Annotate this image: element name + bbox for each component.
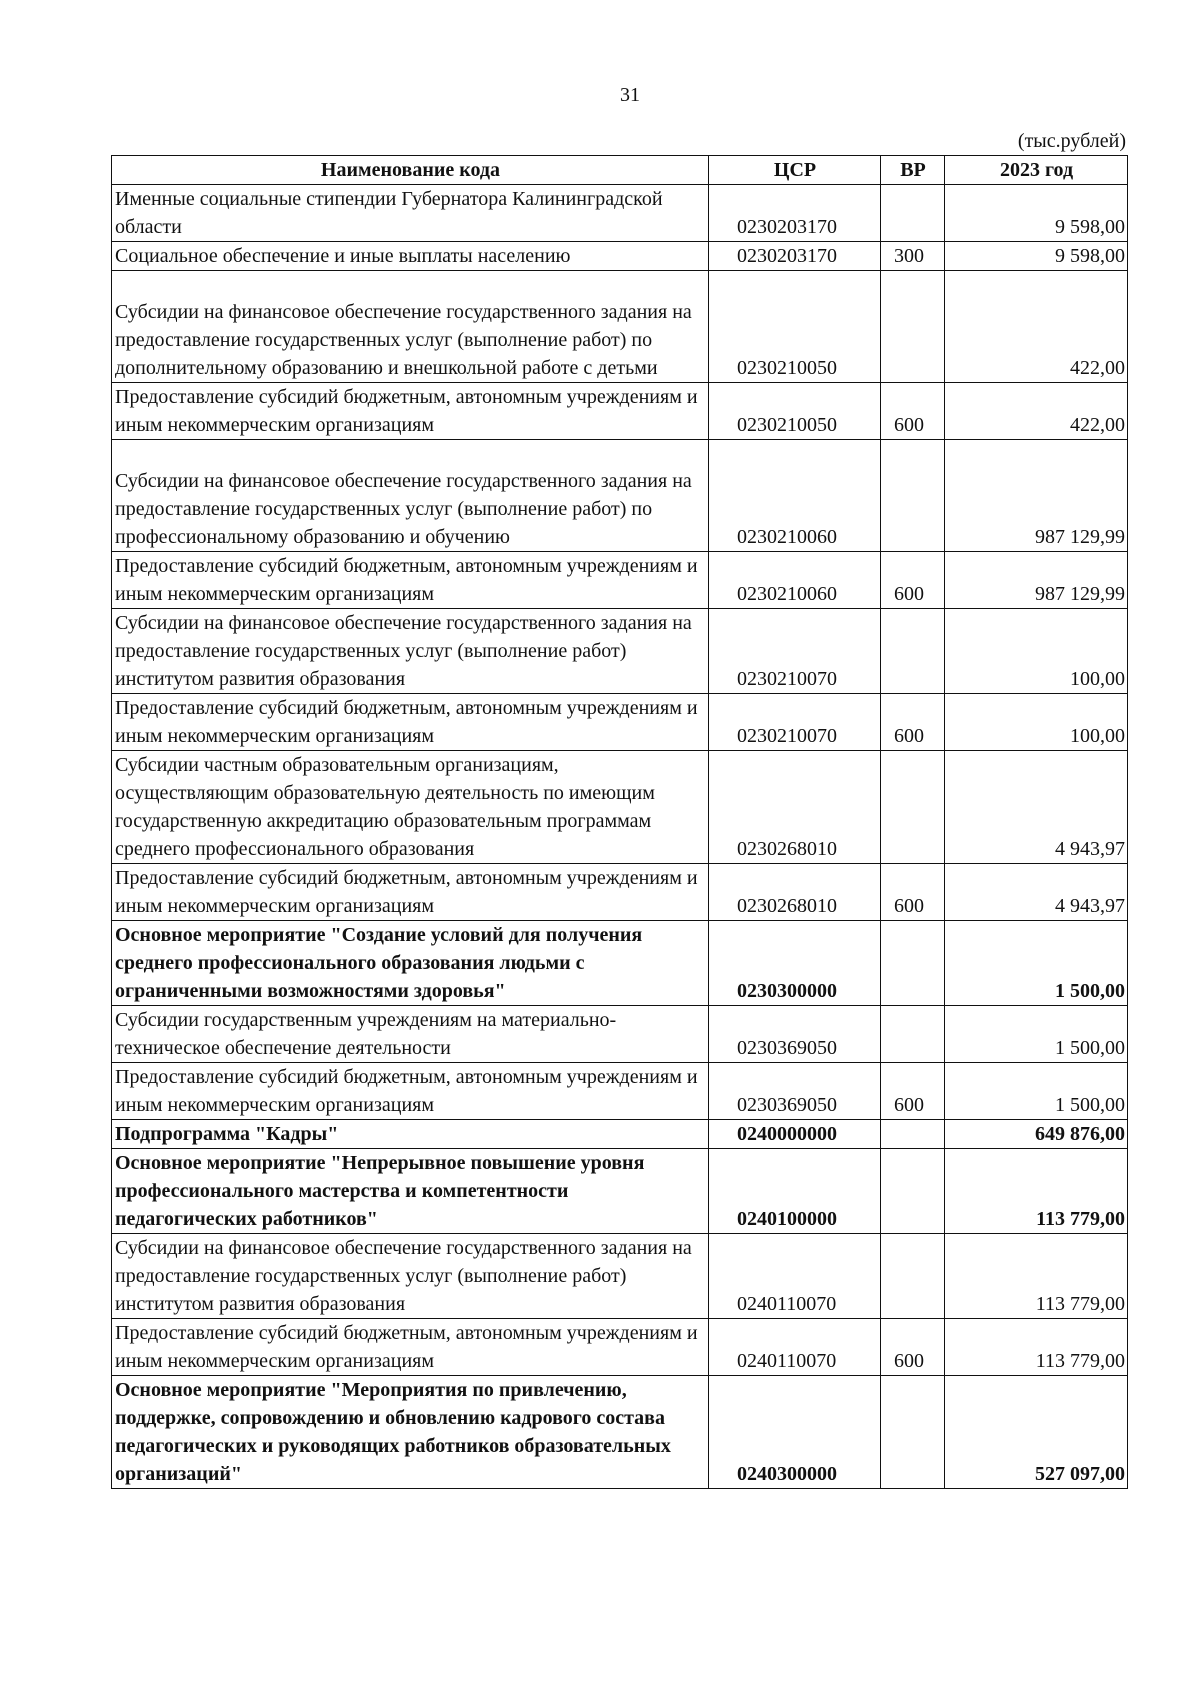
- row-csr-cell: 0230268010: [709, 751, 881, 864]
- row-name-cell: Субсидии на финансовое обеспечение государственного задания на предоставление государственных услуг (выполнение работ) по дополнительному образованию и внешкольной работе с детьми: [112, 271, 709, 383]
- row-vr-cell: 300: [881, 242, 945, 271]
- row-csr-cell: 0240110070: [709, 1319, 881, 1376]
- row-amount-cell: 113 779,00: [945, 1149, 1128, 1234]
- table-row: [112, 751, 1128, 864]
- row-csr-cell: 0230210060: [709, 440, 881, 552]
- row-name-cell: Субсидии государственным учреждениям на материально-техническое обеспечение деятельности: [112, 1006, 709, 1063]
- row-amount-cell: 987 129,99: [945, 440, 1128, 552]
- row-amount-cell: 1 500,00: [945, 1006, 1128, 1063]
- table-row: [112, 1234, 1128, 1319]
- row-name-cell: Субсидии на финансовое обеспечение государственного задания на предоставление государственных услуг (выполнение работ) институтом развития образования: [112, 1234, 709, 1319]
- row-vr-cell: [881, 1120, 945, 1149]
- budget-table: [111, 155, 1128, 1489]
- row-name-cell: Предоставление субсидий бюджетным, автономным учреждениям и иным некоммерческим организациям: [112, 383, 709, 440]
- row-csr-cell: 0240300000: [709, 1376, 881, 1489]
- row-vr-cell: 600: [881, 552, 945, 609]
- row-csr-cell: 0230369050: [709, 1006, 881, 1063]
- header-year: 2023 год: [945, 156, 1128, 185]
- row-vr-cell: 600: [881, 864, 945, 921]
- row-vr-cell: 600: [881, 1063, 945, 1120]
- row-amount-cell: 527 097,00: [945, 1376, 1128, 1489]
- row-csr-cell: 0230210050: [709, 383, 881, 440]
- row-vr-cell: [881, 1234, 945, 1319]
- table-row: [112, 1063, 1128, 1120]
- table-row: [112, 242, 1128, 271]
- row-amount-cell: 100,00: [945, 609, 1128, 694]
- row-amount-cell: 422,00: [945, 383, 1128, 440]
- header-csr: ЦСР: [709, 156, 881, 185]
- row-name-cell: Социальное обеспечение и иные выплаты населению: [112, 242, 709, 271]
- row-vr-cell: [881, 1376, 945, 1489]
- row-csr-cell: 0230203170: [709, 185, 881, 242]
- row-vr-cell: [881, 271, 945, 383]
- row-csr-cell: 0230210070: [709, 609, 881, 694]
- table-row: [112, 552, 1128, 609]
- row-vr-cell: 600: [881, 1319, 945, 1376]
- row-vr-cell: [881, 185, 945, 242]
- row-amount-cell: 649 876,00: [945, 1120, 1128, 1149]
- row-csr-cell: 0230369050: [709, 1063, 881, 1120]
- header-vr: ВР: [881, 156, 945, 185]
- row-vr-cell: [881, 921, 945, 1006]
- row-csr-cell: 0240100000: [709, 1149, 881, 1234]
- row-csr-cell: 0230203170: [709, 242, 881, 271]
- row-amount-cell: 100,00: [945, 694, 1128, 751]
- table-row: [112, 921, 1128, 1006]
- row-name-cell: Предоставление субсидий бюджетным, автономным учреждениям и иным некоммерческим организациям: [112, 552, 709, 609]
- row-amount-cell: 113 779,00: [945, 1234, 1128, 1319]
- row-csr-cell: 0230210050: [709, 271, 881, 383]
- row-name-cell: Субсидии на финансовое обеспечение государственного задания на предоставление государственных услуг (выполнение работ) по профессиональному образованию и обучению: [112, 440, 709, 552]
- row-name-cell: Основное мероприятие "Непрерывное повышение уровня профессионального мастерства и компетентности педагогических работников": [112, 1149, 709, 1234]
- row-amount-cell: 1 500,00: [945, 1063, 1128, 1120]
- table-body: [112, 185, 1128, 1489]
- row-vr-cell: [881, 751, 945, 864]
- row-amount-cell: 9 598,00: [945, 185, 1128, 242]
- row-amount-cell: 4 943,97: [945, 864, 1128, 921]
- row-name-cell: Предоставление субсидий бюджетным, автономным учреждениям и иным некоммерческим организациям: [112, 1319, 709, 1376]
- table-row: [112, 271, 1128, 383]
- row-name-cell: Предоставление субсидий бюджетным, автономным учреждениям и иным некоммерческим организациям: [112, 1063, 709, 1120]
- row-name-cell: Субсидии частным образовательным организациям, осуществляющим образовательную деятельность по имеющим государственную аккредитацию образовательным программам среднего профессионального образования: [112, 751, 709, 864]
- page-number: 31: [620, 84, 640, 106]
- table-row: [112, 1376, 1128, 1489]
- table-row: [112, 185, 1128, 242]
- row-vr-cell: [881, 1006, 945, 1063]
- row-csr-cell: 0230210060: [709, 552, 881, 609]
- table-row: [112, 440, 1128, 552]
- header-name: Наименование кода: [112, 156, 709, 185]
- row-amount-cell: 113 779,00: [945, 1319, 1128, 1376]
- row-name-cell: Субсидии на финансовое обеспечение государственного задания на предоставление государственных услуг (выполнение работ) институтом развития образования: [112, 609, 709, 694]
- row-name-cell: Предоставление субсидий бюджетным, автономным учреждениям и иным некоммерческим организациям: [112, 864, 709, 921]
- table-row: [112, 864, 1128, 921]
- row-name-cell: Предоставление субсидий бюджетным, автономным учреждениям и иным некоммерческим организациям: [112, 694, 709, 751]
- row-amount-cell: 987 129,99: [945, 552, 1128, 609]
- table-row: [112, 609, 1128, 694]
- row-vr-cell: [881, 440, 945, 552]
- row-name-cell: Основное мероприятие "Мероприятия по привлечению, поддержке, сопровождению и обновлению кадрового состава педагогических и руководящих работников образовательных организаций": [112, 1376, 709, 1489]
- table-row: [112, 1319, 1128, 1376]
- table-row: [112, 694, 1128, 751]
- row-vr-cell: [881, 609, 945, 694]
- row-amount-cell: 4 943,97: [945, 751, 1128, 864]
- row-csr-cell: 0230300000: [709, 921, 881, 1006]
- table-row: [112, 1120, 1128, 1149]
- table-row: [112, 1149, 1128, 1234]
- row-amount-cell: 422,00: [945, 271, 1128, 383]
- table-row: [112, 383, 1128, 440]
- row-csr-cell: 0230210070: [709, 694, 881, 751]
- row-vr-cell: 600: [881, 383, 945, 440]
- row-csr-cell: 0240000000: [709, 1120, 881, 1149]
- row-vr-cell: [881, 1149, 945, 1234]
- row-csr-cell: 0240110070: [709, 1234, 881, 1319]
- row-csr-cell: 0230268010: [709, 864, 881, 921]
- row-amount-cell: 9 598,00: [945, 242, 1128, 271]
- table-header-row: [112, 156, 1128, 185]
- row-name-cell: Именные социальные стипендии Губернатора Калининградской области: [112, 185, 709, 242]
- table-row: [112, 1006, 1128, 1063]
- row-name-cell: Подпрограмма "Кадры": [112, 1120, 709, 1149]
- units-label: (тыс.рублей): [1017, 130, 1126, 152]
- row-vr-cell: 600: [881, 694, 945, 751]
- row-name-cell: Основное мероприятие "Создание условий для получения среднего профессионального образования людьми с ограниченными возможностями здоровья": [112, 921, 709, 1006]
- row-amount-cell: 1 500,00: [945, 921, 1128, 1006]
